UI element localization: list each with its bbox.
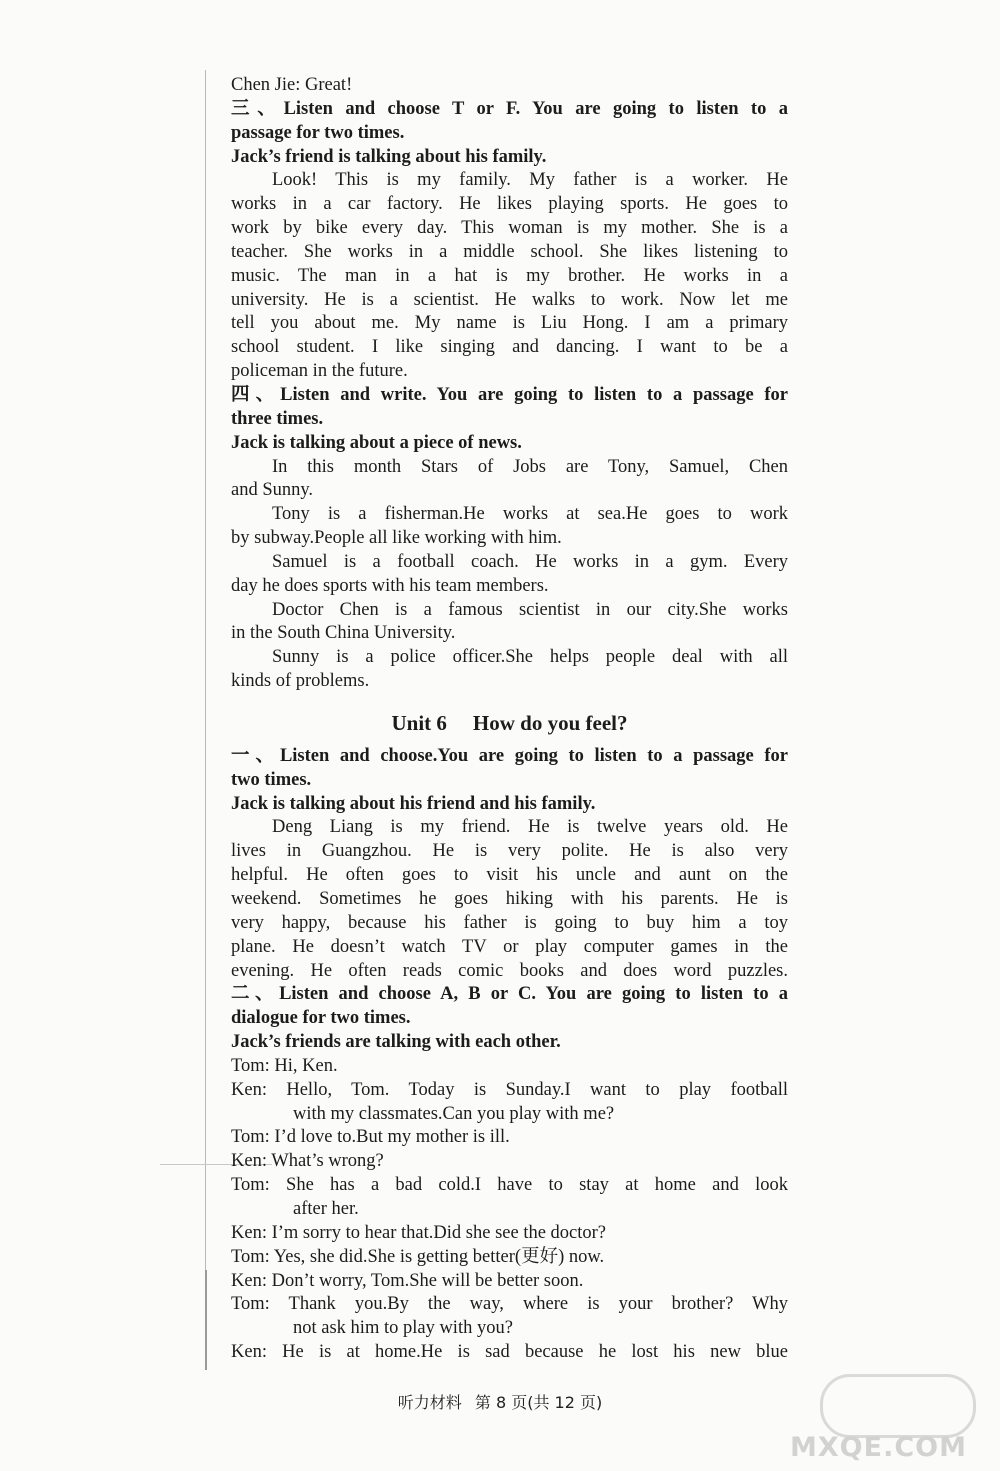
- text-line: helpful. He often goes to visit his uncle and aunt on the: [231, 865, 788, 886]
- text-line: Tom: She has a bad cold.I have to stay at home and look: [231, 1175, 788, 1196]
- text-line: Jack’s friends are talking with each other.: [231, 1032, 561, 1053]
- text-line: Tom: Yes, she did.She is getting better(更好) now.: [231, 1246, 605, 1267]
- text-line: In this month Stars of Jobs are Tony, Samuel, Chen: [272, 456, 788, 477]
- page-text: [231, 74, 788, 1365]
- text-line: Tom: Hi, Ken.: [231, 1055, 338, 1076]
- text-line: Ken: I’m sorry to hear that.Did she see the doctor?: [231, 1222, 607, 1243]
- text-line: plane. He doesn’t watch TV or play computer games in the: [231, 936, 788, 957]
- text-line: Jack is talking about a piece of news.: [231, 432, 522, 453]
- text-line: three times.: [231, 408, 324, 429]
- unit-title: [231, 711, 788, 735]
- watermark-badge: [820, 1374, 976, 1438]
- text-line: passage for two times.: [231, 122, 405, 143]
- text-line: Samuel is a football coach. He works in a gym. Every: [272, 551, 788, 572]
- text-line: works in a car factory. He likes playing sports. He goes to: [231, 194, 788, 215]
- text-line: not ask him to play with you?: [293, 1318, 513, 1339]
- text-line: and Sunny.: [231, 480, 314, 501]
- text-line: Sunny is a police officer.She helps people deal with all: [272, 647, 788, 668]
- text-line: Tom: I’d love to.But my mother is ill.: [231, 1127, 510, 1148]
- text-line: tell you about me. My name is Liu Hong. I am a primary: [231, 313, 788, 334]
- text-line: kinds of problems.: [231, 671, 370, 692]
- text-line: Look! This is my family. My father is a worker. He: [272, 170, 788, 191]
- text-line: teacher. She works in a middle school. She likes listening to: [231, 241, 788, 262]
- unit-name: How do you feel?: [472, 710, 628, 735]
- text-line: Doctor Chen is a famous scientist in our city.She works: [272, 599, 788, 620]
- text-line: 二、Listen and choose A, B or C. You are going to listen to a: [231, 984, 788, 1005]
- text-line: Deng Liang is my friend. He is twelve years old. He: [272, 817, 788, 838]
- text-line: Tom: Thank you.By the way, where is your brother? Why: [231, 1294, 788, 1315]
- text-line: Jack is talking about his friend and his family.: [231, 793, 596, 814]
- watermark-logo: [790, 1372, 995, 1467]
- watermark-site: MXQE.COM: [790, 1432, 967, 1463]
- margin-rule-dark: [205, 1270, 207, 1370]
- text-line: Tony is a fisherman.He works at sea.He goes to work: [272, 504, 788, 525]
- section-listen-t-or-f-and-write: [231, 74, 788, 694]
- text-line: Jack’s friend is talking about his family.: [231, 146, 547, 167]
- section-unit6-listening: [231, 745, 788, 1365]
- text-line: two times.: [231, 769, 312, 790]
- text-line: day he does sports with his team members.: [231, 575, 549, 596]
- text-line: 三、Listen and choose T or F. You are going to listen to a: [231, 98, 788, 119]
- footer-label: 听力材料: [397, 1393, 462, 1412]
- text-line: in the South China University.: [231, 623, 456, 644]
- text-line: with my classmates.Can you play with me?: [293, 1103, 615, 1124]
- text-line: by subway.People all like working with him.: [231, 528, 562, 549]
- text-line: very happy, because his father is going to buy him a toy: [231, 912, 788, 933]
- text-line: Ken: What’s wrong?: [231, 1151, 384, 1172]
- text-line: work by bike every day. This woman is my mother. She is a: [231, 218, 788, 239]
- text-line: after her.: [293, 1198, 359, 1219]
- text-line: Chen Jie: Great!: [231, 75, 353, 95]
- footer-page-number: 第 8 页(共 12 页): [474, 1393, 603, 1412]
- text-line: policeman in the future.: [231, 361, 408, 382]
- margin-rule: [205, 70, 206, 1370]
- unit-number: Unit 6: [391, 710, 447, 735]
- text-line: university. He is a scientist. He walks to work. Now let me: [231, 289, 788, 310]
- text-line: 四、Listen and write. You are going to listen to a passage for: [231, 384, 788, 405]
- text-line: music. The man in a hat is my brother. He works in a: [231, 265, 788, 286]
- text-line: lives in Guangzhou. He is very polite. He is also very: [231, 841, 788, 862]
- text-line: dialogue for two times.: [231, 1008, 411, 1029]
- text-line: Ken: Hello, Tom. Today is Sunday.I want to play football: [231, 1079, 788, 1100]
- text-line: Ken: He is at home.He is sad because he lost his new blue: [231, 1342, 788, 1363]
- text-line: evening. He often reads comic books and does word puzzles.: [231, 960, 788, 981]
- text-line: 一、Listen and choose.You are going to listen to a passage for: [231, 745, 788, 766]
- text-line: school student. I like singing and dancing. I want to be a: [231, 337, 788, 358]
- text-line: Ken: Don’t worry, Tom.She will be better soon.: [231, 1270, 584, 1291]
- text-line: weekend. Sometimes he goes hiking with his parents. He is: [231, 889, 788, 909]
